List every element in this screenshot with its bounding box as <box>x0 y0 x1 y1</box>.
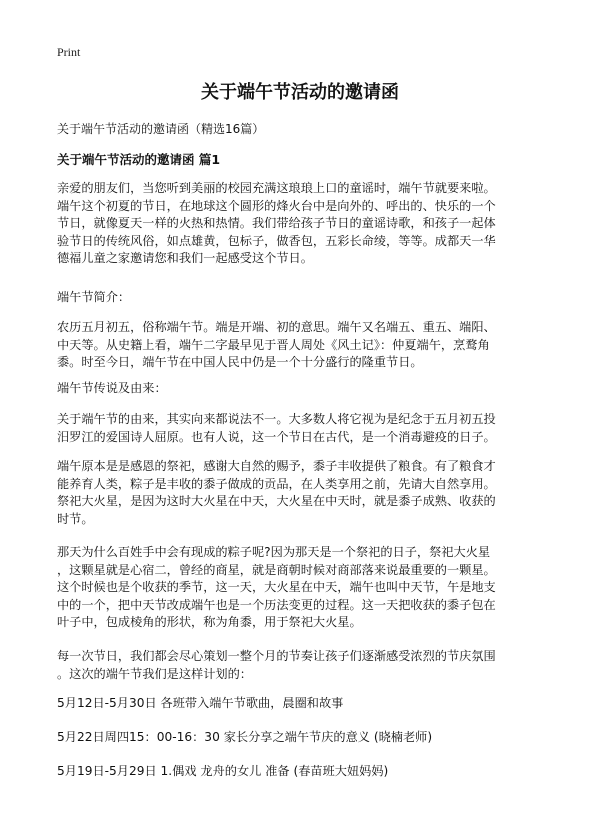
text-line: 德福儿童之家邀请您和我们一起感受这个节日。 <box>57 251 313 265</box>
text-line: 黍。时至今日，端午节在中国人民中仍是一个十分盛行的隆重节日。 <box>57 355 423 369</box>
document-subtitle: 关于端午节活动的邀请函（精选16篇） <box>57 122 265 136</box>
paragraph-intro <box>57 180 553 268</box>
paragraph-zongzi <box>57 544 553 632</box>
text-line: 能养育人类，粽子是丰收的黍子做成的贡品，在人类享用之前，先请大自然享用。 <box>57 476 496 491</box>
text-line: 节日，就像夏天一样的火热和热情。我们带给孩子节日的童谣诗歌，和孩子一起体 <box>57 216 496 230</box>
text-line: 端午这个初夏的节日，在地球这个圆形的烽火台中是向外的、呼出的、快乐的一个 <box>57 198 496 213</box>
text-line: 叶子中，包成棱角的形状，称为角黍，用于祭祀大火星。 <box>57 615 362 629</box>
text-line: 每一次节日，我们都会尽心策划一整个月的节奏让孩子们逐渐感受浓烈的节庆氛围 <box>57 649 496 663</box>
paragraph-plan <box>57 648 553 683</box>
text-line: 农历五月初五，俗称端午节。端是开端、初的意思。端午又名端五、重五、端阳、 <box>57 320 496 334</box>
text-line: 那天为什么百姓手中会有现成的粽子呢?因为那天是一个祭祀的日子，祭祀大火星 <box>57 545 491 559</box>
text-line: 端午节简介： <box>57 290 131 304</box>
schedule-item <box>57 763 553 781</box>
section-heading: 关于端午节活动的邀请函 篇1 <box>57 152 221 167</box>
paragraph-intro-heading <box>57 289 553 307</box>
text-line: ，这颗星就是心宿二，曾经的商星，就是商朝时候对商部落来说最重要的一颗星。 <box>57 562 496 577</box>
text-line: 中的一个，把中天节改成端午也是一个历法变更的过程。这一天把收获的黍子包在 <box>57 597 496 612</box>
text-line: 5月22日周四15：00-16：30 家长分享之端午节庆的意义 (晓楠老师) <box>57 730 433 744</box>
schedule-item <box>57 695 553 713</box>
text-line: 关于端午节的由来，其实向来都说法不一。大多数人将它视为是纪念于五月初五投 <box>57 412 496 426</box>
text-line: 。这次的端午节我们是这样计划的： <box>57 666 252 681</box>
paragraph-sacrifice <box>57 458 553 528</box>
paragraph-origin <box>57 411 553 446</box>
text-line: 祭祀大火星，是因为这时大火星在中天，大火星在中天时，就是黍子成熟、收获的 <box>57 494 496 508</box>
paragraph-intro-body <box>57 319 553 372</box>
text-line: 验节日的传统风俗，如点雄黄，包标子，做香包，五彩长命绫，等等。成都天一华 <box>57 233 496 248</box>
text-line: 亲爱的朋友们，当您听到美丽的校园充满这琅琅上口的童谣时，端午节就要来啦。 <box>57 181 496 195</box>
text-line: 5月12日-5月30日 各班带入端午节歌曲，晨圈和故事 <box>57 696 344 710</box>
text-line: 端午节传说及由来： <box>57 381 167 395</box>
text-line: 时节。 <box>57 511 94 526</box>
print-label[interactable]: Print <box>57 45 81 59</box>
schedule-item <box>57 729 553 747</box>
text-line: 这个时候也是个收获的季节，这一天，大火星在中天，端午也叫中天节，午是地支 <box>57 580 496 594</box>
text-line: 中天等。从史籍上看，端午二字最早见于晋人周处《风土记》：仲夏端午，烹鹜角 <box>57 337 490 352</box>
text-line: 端午原本是是感恩的祭祀，感谢大自然的赐予，黍子丰收提供了粮食。有了粮食才 <box>57 459 496 473</box>
document-title: 关于端午节活动的邀请函 <box>201 82 399 103</box>
text-line: 5月19日-5月29日 1.偶戏 龙舟的女儿 准备 (春苗班大妞妈妈) <box>57 764 389 778</box>
paragraph-legend-heading <box>57 380 553 398</box>
text-line: 汨罗江的爱国诗人屈原。也有人说，这一个节日在古代，是一个消毒避疫的日子。 <box>57 429 496 444</box>
